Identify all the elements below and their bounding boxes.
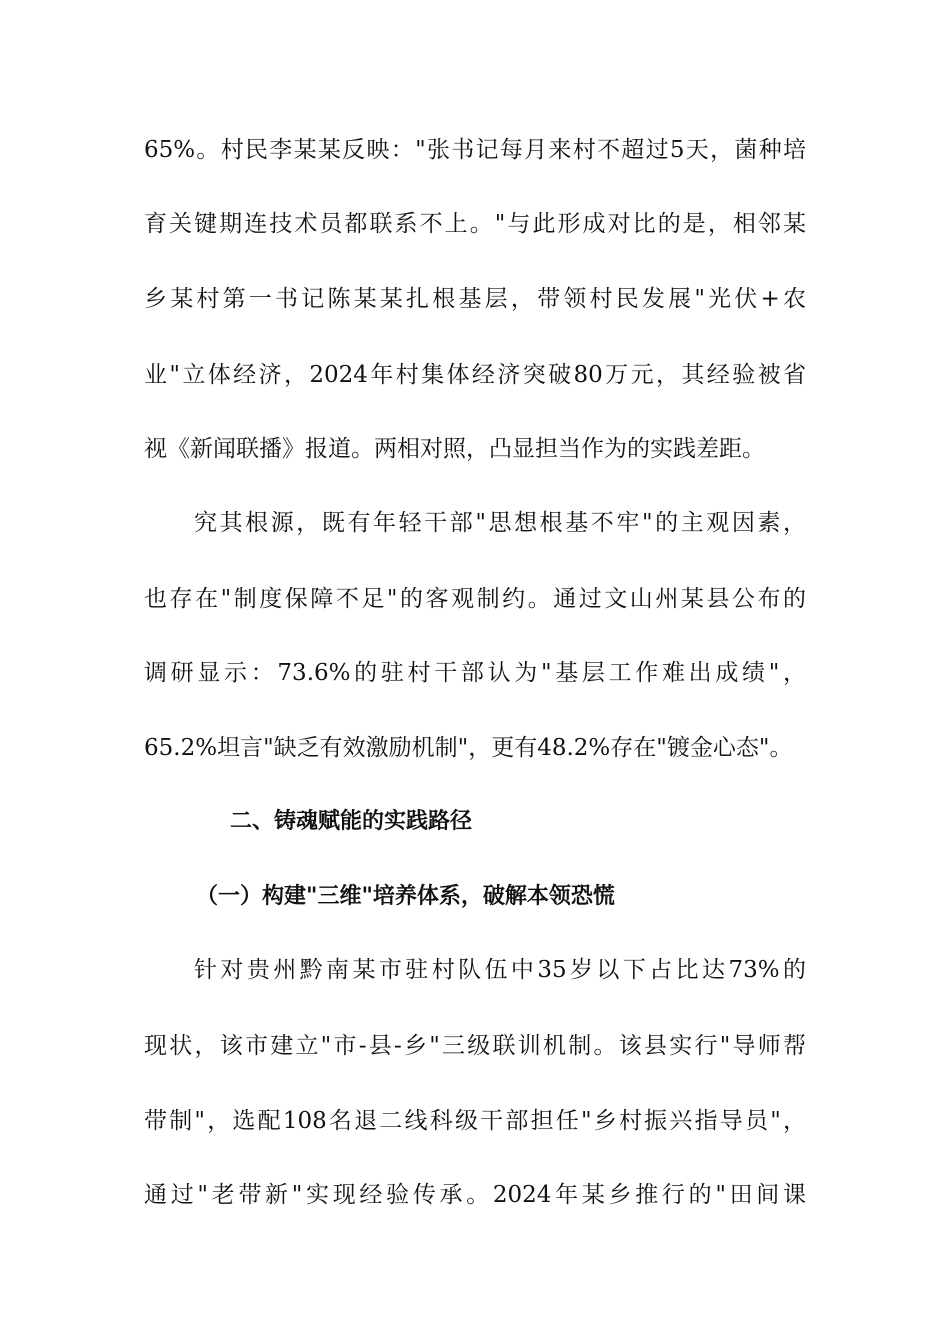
body-text-line: 65%。村民李某某反映："张书记每月来村不超过5天，菌种培 [144, 137, 806, 163]
body-text-line: 也存在"制度保障不足"的客观制约。通过文山州某县公布的 [144, 586, 806, 612]
body-text-line: 乡某村第一书记陈某某扎根基层，带领村民发展"光伏+农 [144, 286, 806, 312]
section-heading: 二、铸魂赋能的实践路径 [230, 809, 473, 834]
body-text-line: 视《新闻联播》报道。两相对照，凸显担当作为的实践差距。 [144, 436, 765, 462]
body-text-line: 业"立体经济，2024年村集体经济突破80万元，其经验被省 [144, 362, 806, 388]
body-text-line: 带制"，选配108名退二线科级干部担任"乡村振兴指导员"， [144, 1108, 806, 1134]
subsection-heading: （一）构建"三维"培养体系，破解本领恐慌 [196, 884, 615, 909]
body-text-line: 育关键期连技术员都联系不上。"与此形成对比的是，相邻某 [144, 211, 806, 237]
body-text-line: 现状，该市建立"市-县-乡"三级联训机制。该县实行"导师帮 [144, 1033, 806, 1059]
body-text-line: 调研显示：73.6%的驻村干部认为"基层工作难出成绩"， [144, 660, 806, 686]
body-text-line: 针对贵州黔南某市驻村队伍中35岁以下占比达73%的 [194, 957, 806, 983]
body-text-line: 究其根源，既有年轻干部"思想根基不牢"的主观因素， [194, 510, 806, 536]
body-text-line: 65.2%坦言"缺乏有效激励机制"，更有48.2%存在"镀金心态"。 [144, 735, 793, 761]
body-text-line: 通过"老带新"实现经验传承。2024年某乡推行的"田间课 [144, 1182, 806, 1208]
